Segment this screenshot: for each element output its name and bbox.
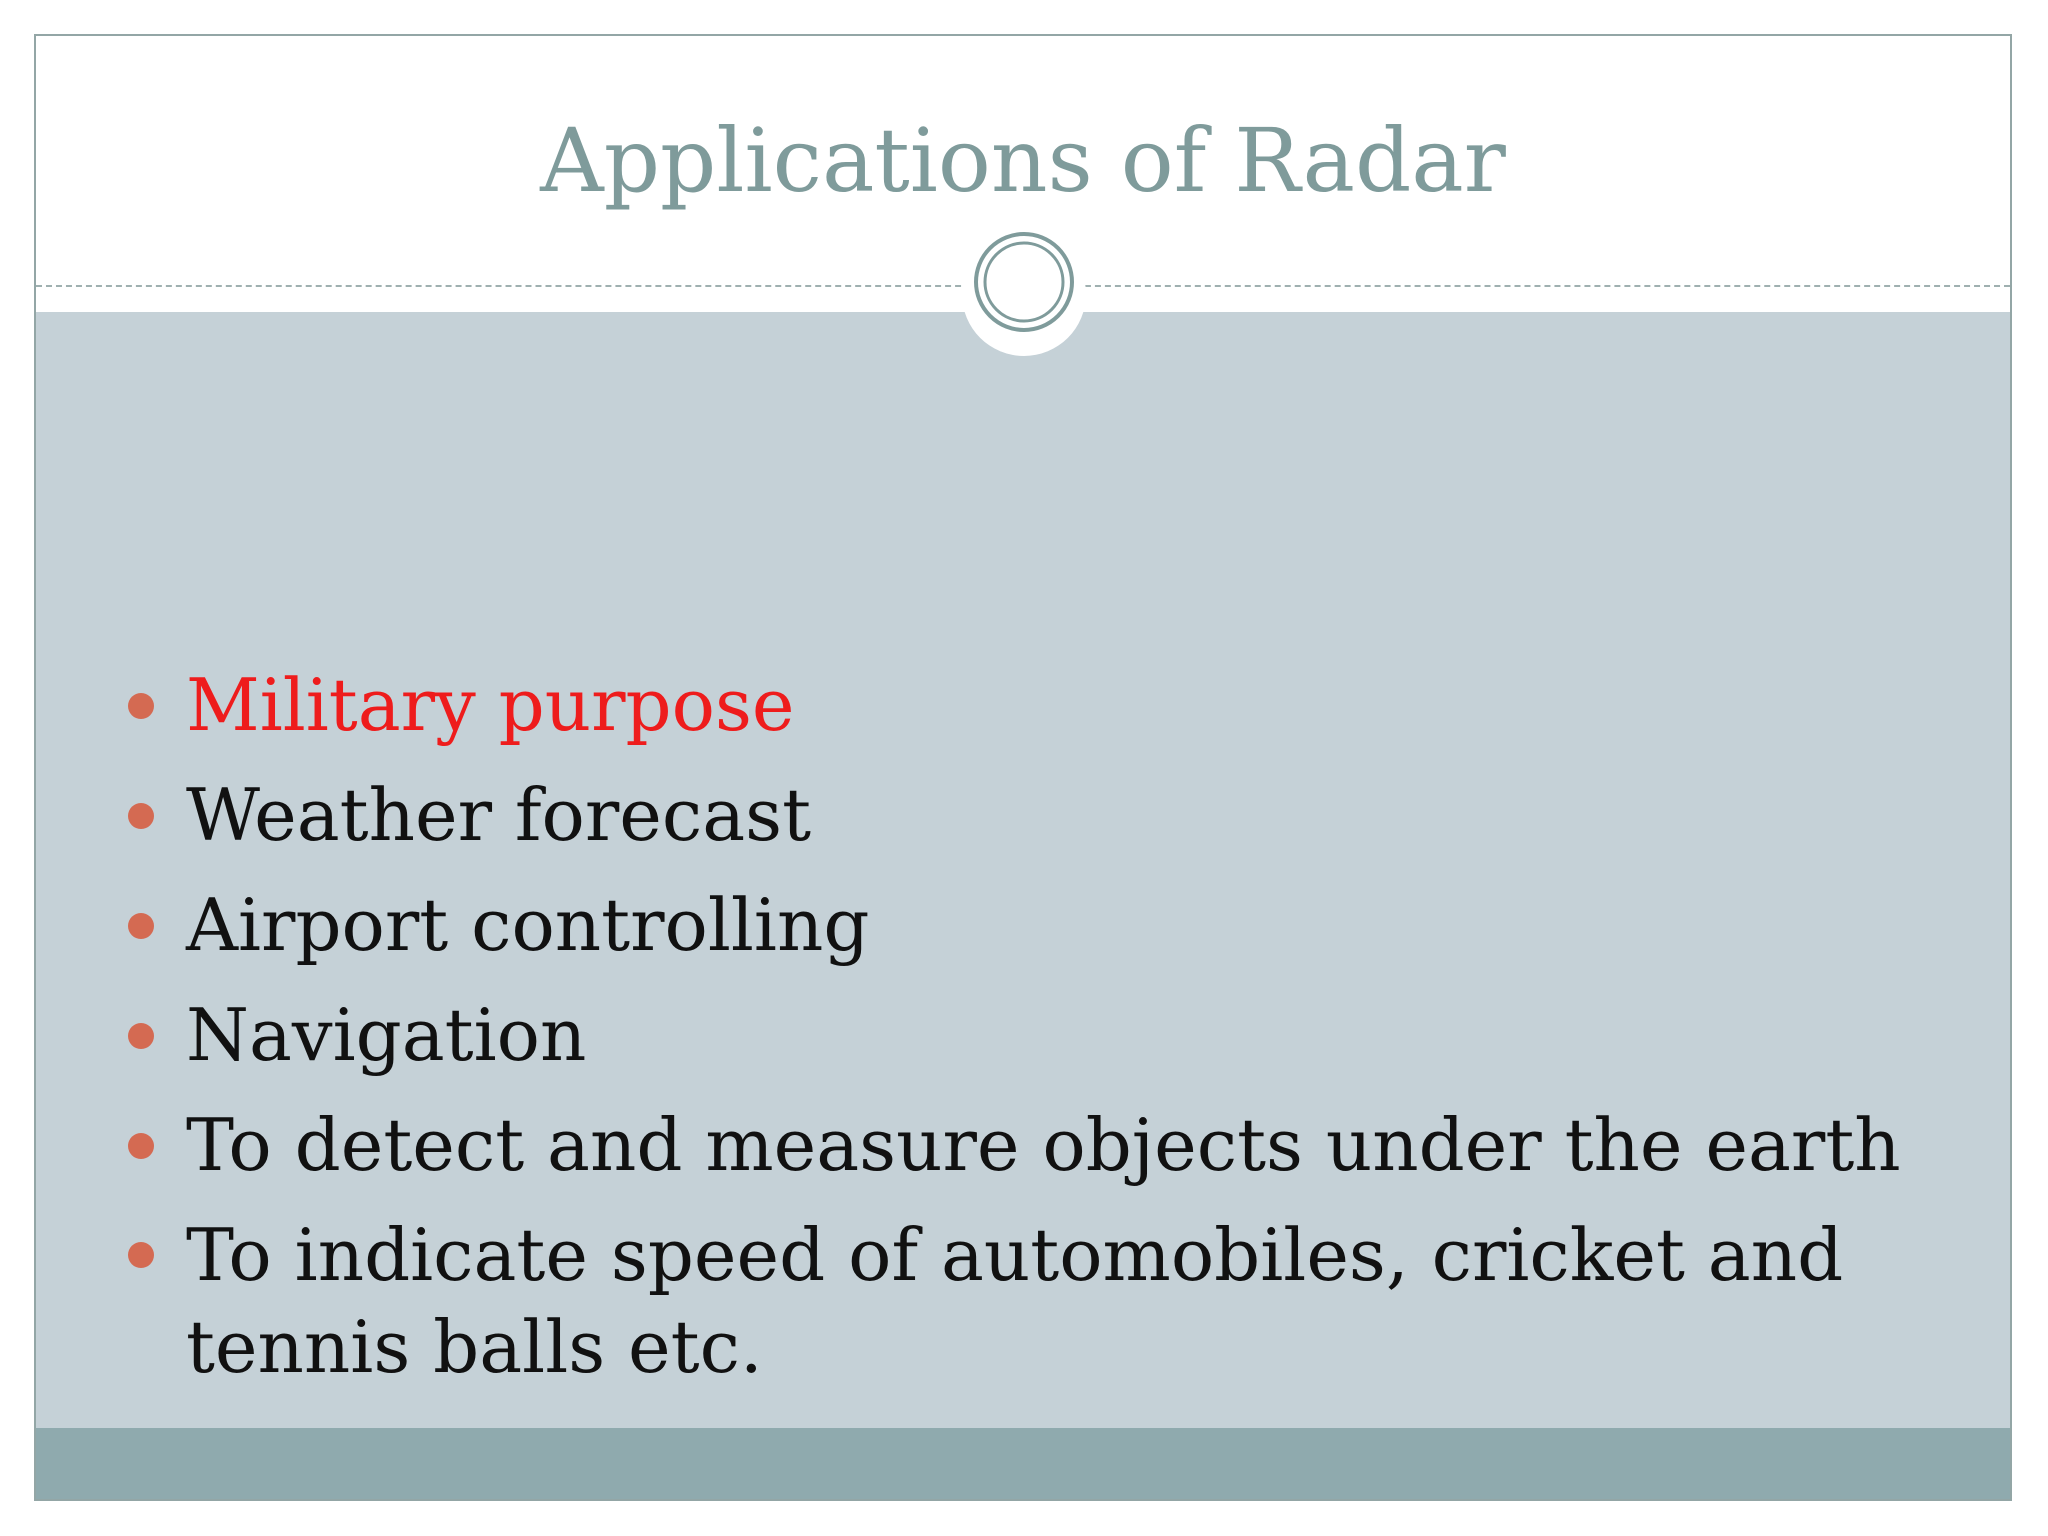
bullet-text: Weather forecast [186,773,812,857]
bullet-text: Navigation [186,993,587,1077]
bullet-item [96,1200,1956,1393]
double-ring-icon [974,232,1074,332]
bullet-item [96,760,1956,870]
bullet-text: Military purpose [186,663,795,747]
slide [34,34,2012,1501]
bullet-text: To detect and measure objects under the earth [186,1103,1901,1187]
slide-title: Applications of Radar [540,109,1506,212]
bullet-item [96,1090,1956,1200]
content-area [36,312,2010,1430]
bullet-dot-icon [128,693,154,719]
bullet-dot-icon [128,1023,154,1049]
bullet-list [96,650,1956,1393]
bullet-text: Airport controlling [186,883,870,967]
bullet-text: To indicate speed of automobiles, cricket and tennis balls etc. [186,1213,1844,1389]
bullet-dot-icon [128,913,154,939]
footer-bar [36,1428,2010,1499]
bullet-dot-icon [128,1242,154,1268]
bullet-dot-icon [128,1133,154,1159]
bullet-item [96,980,1956,1090]
bullet-item [96,650,1956,760]
bullet-dot-icon [128,803,154,829]
bullet-item [96,870,1956,980]
